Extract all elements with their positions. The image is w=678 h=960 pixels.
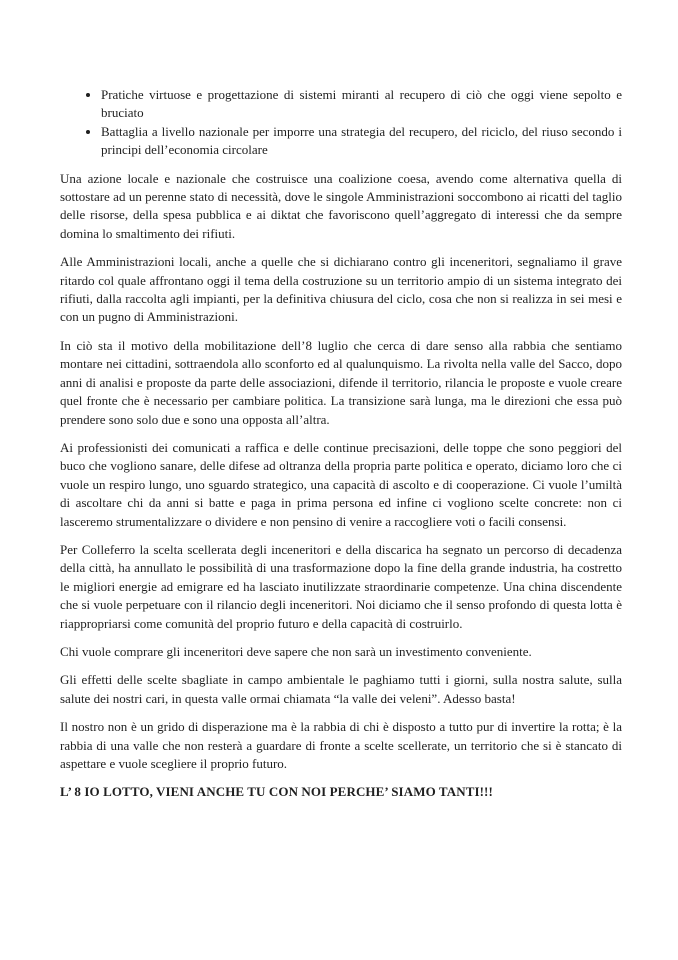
- bullet-item: • Battaglia a livello nazionale per imporre una strategia del recupero, del riciclo, del riuso secondo i principi dell’economia circolare: [101, 123, 622, 160]
- paragraph-investimento: Chi vuole comprare gli inceneritori deve sapere che non sarà un investimento conveniente.: [60, 643, 532, 659]
- closing-line: L’ 8 IO LOTTO, VIENI ANCHE TU CON NOI PERCHE’ SIAMO TANTI!!!: [60, 784, 493, 800]
- bullet-item: • Pratiche virtuose e progettazione di sistemi miranti al recupero di ciò che oggi viene sepolto e bruciato: [101, 86, 622, 123]
- paragraph-amministrazioni-locali: Alle Amministrazioni locali, anche a quelle che si dichiarano contro gli inceneritori, segnaliamo il grave ritardo col quale affrontano oggi il tema della costruzione su un territorio ampio di un sistema integrato dei rifiuti, dalla raccolta agli impianti, per la definitiva chiusura del ciclo, cosa che non si realizza in sei mesi e con un pugno di Amministrazioni.: [60, 254, 622, 325]
- paragraph-professionisti-comunicati: Ai professionisti dei comunicati a raffica e delle continue precisazioni, delle toppe che sono peggiori del buco che vogliono sanare, delle difese ad oltranza della propria parte politica e operato, diciamo loro che ci vuole un respiro lungo, uno sguardo strategico, una capacità di ascolto e di cooperazione. Ci vuole l’umiltà di ascoltare chi da anni si batte e paga in prima persona ed infine ci vogliono scelte concrete: non ci lasceremo strumentalizzare o dividere e non pensino di venire a raccogliere voti o facili consensi.: [60, 439, 622, 529]
- paragraph-rabbia: Il nostro non è un grido di disperazione ma è la rabbia di chi è disposto a tutto pur di invertire la rotta; è la rabbia di una valle che non resterà a guardare di fronte a scelte scellerate, un territorio che si è stancato di aspettare e vuole scegliere il proprio futuro.: [60, 719, 622, 771]
- paragraph-mobilitazione-8-luglio: In ciò sta il motivo della mobilitazione dell’8 luglio che cerca di dare senso alla rabbia che sentiamo montare nei cittadini, sottraendola allo sconforto ed al qualunquismo. La rivolta nella valle del Sacco, dopo anni di analisi e proposte da parte delle associazioni, difende il territorio, rilancia le proposte e vuole creare quel fronte che è necessario per cambiare politica. La transizione sarà lunga, ma le direzioni che essa può prendere sono solo due e sono una opposta all’altra.: [60, 337, 622, 427]
- paragraph-colleferro: Per Colleferro la scelta scellerata degli inceneritori e della discarica ha segnato un percorso di decadenza della città, ha annullato le possibilità di una trasformazione dopo la fine della grande industria, ha costretto le migliori energie ad emigrare ed ha lasciato inutilizzate straordinarie competenze. Una china discendente che si vuole perpetuare con il rilancio degli inceneritori. Noi diciamo che il senso profondo di questa lotta è riappropriarsi come comunità del proprio futuro e della capacità di costruirlo.: [60, 541, 622, 631]
- bullet-list: [60, 86, 622, 160]
- paragraph-valle-dei-veleni: Gli effetti delle scelte sbagliate in campo ambientale le paghiamo tutti i giorni, sulla nostra salute, sulla salute dei nostri cari, in questa valle ormai chiamata “la valle dei veleni”. Adesso basta!: [60, 672, 622, 706]
- paragraph-coalizione: Una azione locale e nazionale che costruisce una coalizione coesa, avendo come alternativa quella di sottostare ad un perenne stato di necessità, dove le singole Amministrazioni soccombono ai ricatti del taglio delle risorse, della spesa pubblica e ai diktat che favoriscono quell’aggregato di interessi che da sempre domina lo smaltimento dei rifiuti.: [60, 170, 622, 241]
